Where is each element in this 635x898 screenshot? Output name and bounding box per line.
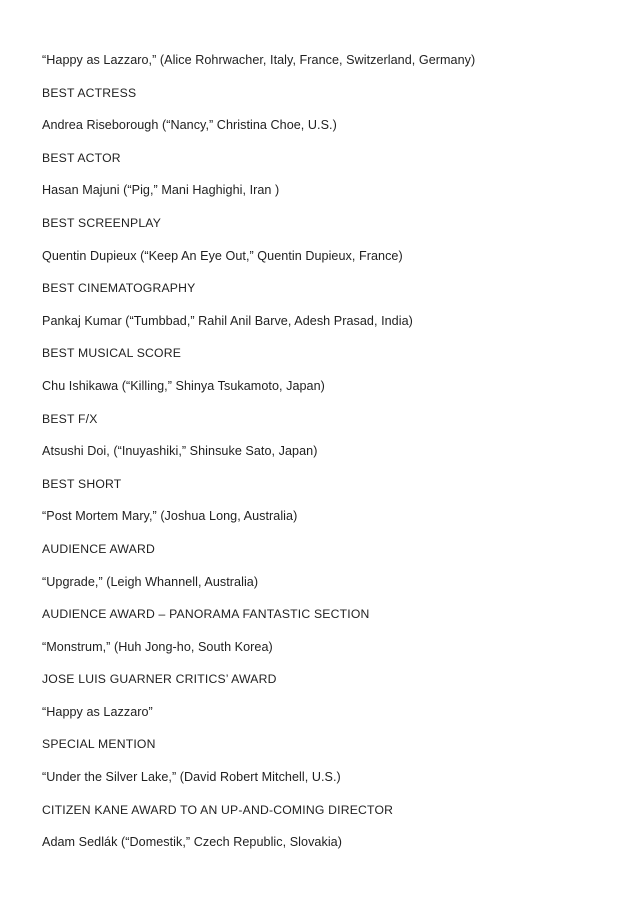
award-category-heading: BEST F/X [42,411,98,426]
award-category-heading: BEST MUSICAL SCORE [42,346,182,361]
award-entry: Andrea Riseborough (“Nancy,” Christina Choe, U.S.) [42,118,337,133]
award-category-heading: JOSE LUIS GUARNER CRITICS’ AWARD [42,672,277,687]
awards-list [42,51,627,866]
award-category-heading: SPECIAL MENTION [42,737,156,752]
award-category-heading: BEST SCREENPLAY [42,215,162,230]
award-entry: Chu Ishikawa (“Killing,” Shinya Tsukamoto, Japan) [42,378,325,393]
award-entry: Atsushi Doi, (“Inuyashiki,” Shinsuke Sato, Japan) [42,444,318,459]
award-entry: “Upgrade,” (Leigh Whannell, Australia) [42,574,259,589]
award-entry: “Post Mortem Mary,” (Joshua Long, Australia) [42,509,298,524]
award-entry: “Happy as Lazzaro,” (Alice Rohrwacher, Italy, France, Switzerland, Germany) [42,53,476,67]
award-entry: “Happy as Lazzaro” [42,704,153,719]
award-category-heading: AUDIENCE AWARD [42,541,155,556]
award-entry: Quentin Dupieux (“Keep An Eye Out,” Quentin Dupieux, France) [42,248,403,263]
award-category-heading: AUDIENCE AWARD – PANORAMA FANTASTIC SECTION [42,607,370,622]
award-category-heading: BEST SHORT [42,476,122,491]
award-entry: “Under the Silver Lake,” (David Robert Mitchell, U.S.) [42,770,341,785]
award-entry: “Monstrum,” (Huh Jong-ho, South Korea) [42,639,273,654]
award-category-heading: CITIZEN KANE AWARD TO AN UP-AND-COMING DIRECTOR [42,802,394,817]
award-entry: Hasan Majuni (“Pig,” Mani Haghighi, Iran ) [42,183,280,198]
award-category-heading: BEST ACTRESS [42,85,137,100]
award-entry: Pankaj Kumar (“Tumbbad,” Rahil Anil Barve, Adesh Prasad, India) [42,313,413,328]
award-category-heading: BEST ACTOR [42,150,121,165]
award-entry: Adam Sedlák (“Domestik,” Czech Republic, Slovakia) [42,835,342,850]
award-category-heading: BEST CINEMATOGRAPHY [42,281,196,296]
